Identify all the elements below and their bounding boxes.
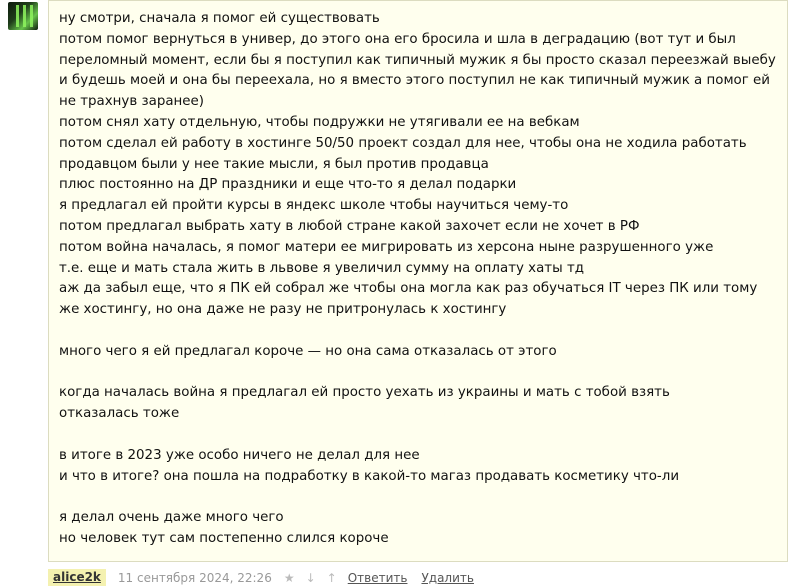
post-line: отказалась тоже: [59, 406, 180, 422]
post-line: и что в итоге? она пошла на подработку в какой-то магаз продавать косметику что-ли: [59, 468, 680, 484]
post-line: много чего я ей предлагал короче — но она сама отказалась от этого: [59, 343, 557, 359]
arrow-down-icon[interactable]: ↓: [305, 570, 316, 585]
post-line: но человек тут сам постепенно слился короче: [59, 530, 389, 546]
username-link[interactable]: alice2k: [48, 569, 106, 586]
post-line: в итоге в 2023 уже особо ничего не делал для нее: [59, 447, 420, 463]
post-line: потом снял хату отдельную, чтобы подружки не утягивали ее на вебкам: [59, 114, 580, 130]
avatar-detail: [30, 5, 33, 27]
post-line: т.е. еще и мать стала жить в львове я увеличил сумму на оплату хаты тд: [59, 260, 585, 276]
arrow-up-icon[interactable]: ↑: [326, 570, 337, 585]
post-line: я делал очень даже много чего: [59, 510, 284, 526]
reply-link[interactable]: Ответить: [347, 570, 408, 585]
post-line: [59, 363, 781, 384]
post-line: потом война началась, я помог матери ее мигрировать из херсона ныне разрушенного уже: [59, 239, 714, 255]
post-line: [59, 487, 781, 508]
avatar-detail: [16, 5, 19, 27]
post-body: [59, 9, 781, 550]
star-icon[interactable]: ★: [283, 570, 295, 585]
post-meta: [48, 569, 488, 586]
delete-link[interactable]: Удалить: [421, 570, 474, 585]
post-line: [59, 321, 781, 342]
post-line: когда началась война я предлагал ей просто уехать из украины и мать с тобой взять: [59, 385, 670, 401]
post-line: потом сделал ей работу в хостинге 50/50 проект создал для нее, чтобы она не ходила работать продавцом были у нее такие мысли, я был против продавца: [59, 135, 747, 172]
post-date: 11 сентября 2024, 22:26: [117, 570, 272, 585]
post-line: аж да забыл еще, что я ПК ей собрал же чтобы она могла как раз обучаться IT через ПК или тому же хостингу, но она даже не разу не притронулась к хостингу: [59, 281, 758, 318]
post-line: я предлагал ей пройти курсы в яндекс школе чтобы научиться чему-то: [59, 198, 569, 214]
post-line: ну смотри, сначала я помог ей существовать: [59, 11, 380, 26]
post-line: потом предлагал выбрать хату в любой стране какой захочет если не хочет в РФ: [59, 218, 640, 234]
avatar-detail: [23, 5, 26, 27]
post-line: плюс постоянно на ДР праздники и еще что-то я делал подарки: [59, 177, 517, 193]
post-line: потом помог вернуться в универ, до этого она его бросила и шла в деградацию (вот тут и был переломный момент, если бы я поступил как типичный мужик я бы просто сказал переезжай выебу и будешь моей и она бы переехала, но я вместо этого поступил не как типичный мужик а помог ей не трахнув заранее): [59, 31, 776, 110]
post-bubble: [48, 0, 788, 562]
avatar[interactable]: [8, 2, 38, 30]
post-line: [59, 425, 781, 446]
